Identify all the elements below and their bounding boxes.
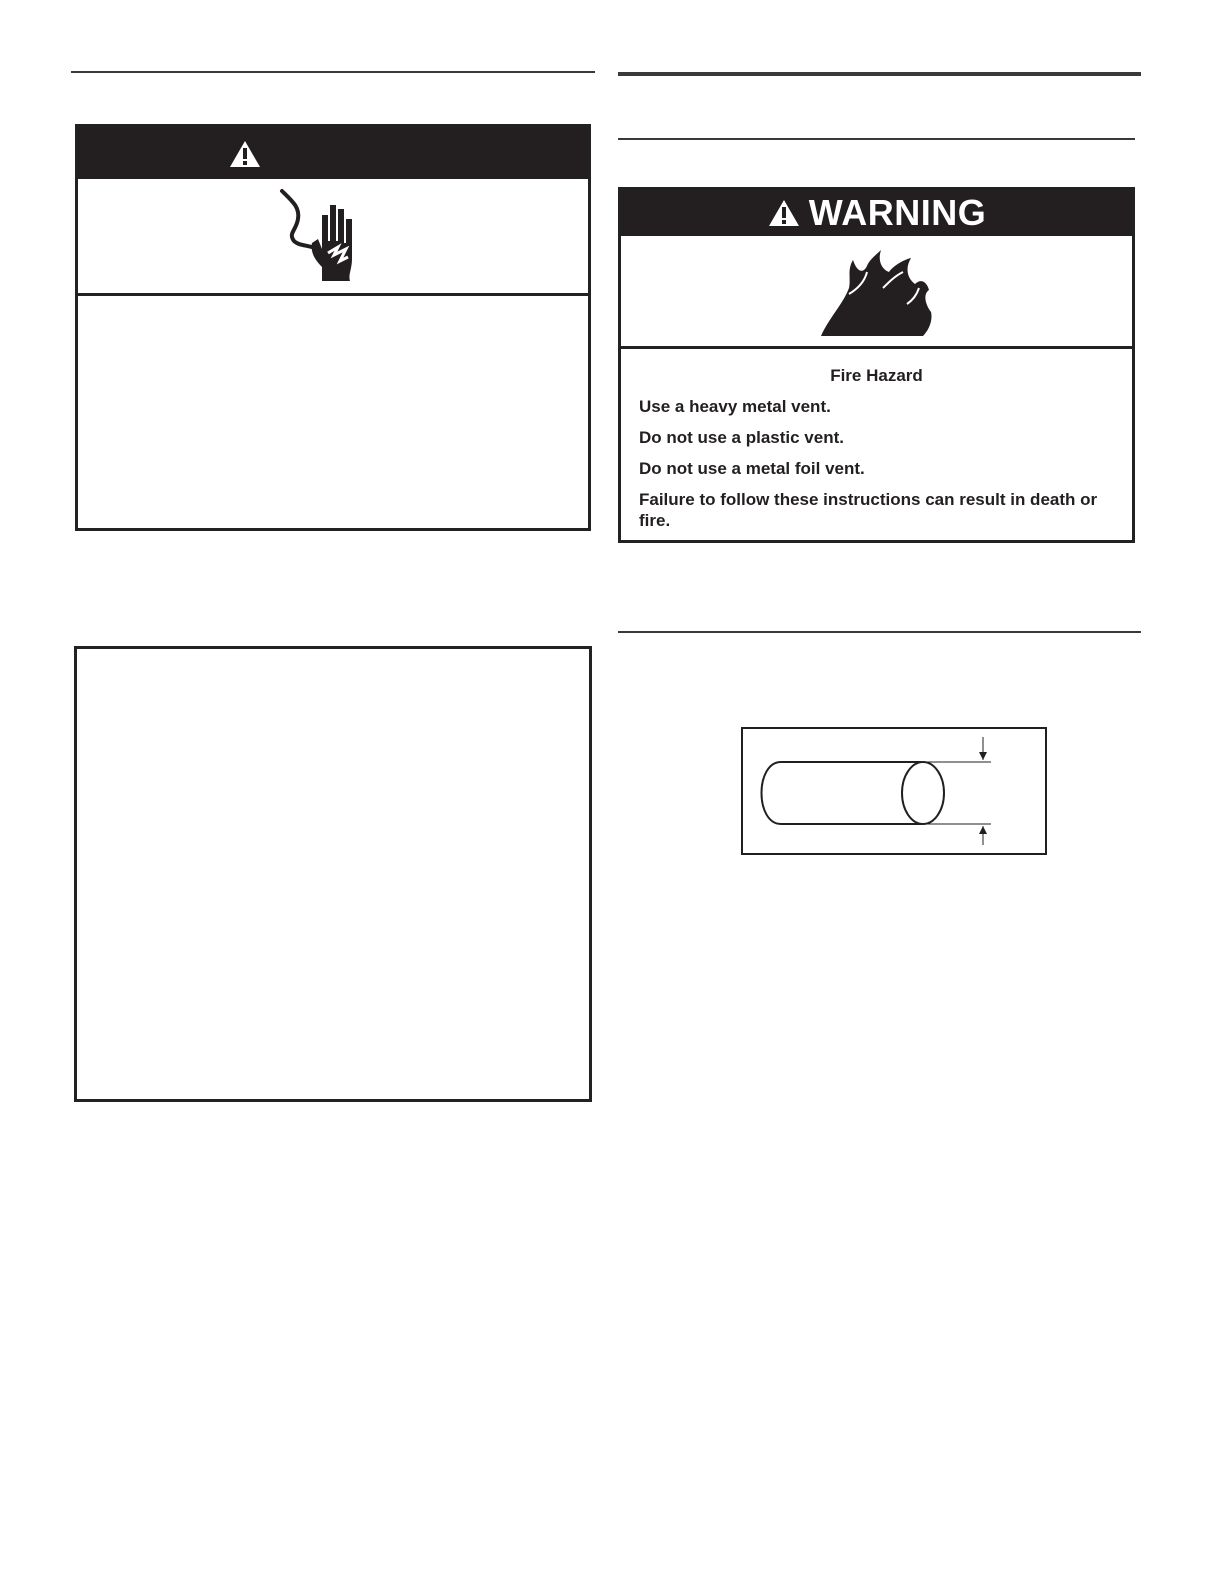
warning-header [621, 190, 1132, 236]
left-top-rule [71, 71, 595, 73]
fire-icon [819, 248, 937, 343]
electrical-shock-hand-icon [278, 187, 368, 288]
hazard-line-2: Do not use a plastic vent. [639, 428, 844, 447]
right-section-rule-1 [618, 138, 1135, 140]
vent-cylinder-diagram [741, 727, 1048, 862]
warning-label: WARNING [808, 192, 987, 233]
warning-triangle-icon [228, 139, 262, 174]
warning-header [78, 127, 588, 179]
right-top-rule [618, 72, 1141, 76]
content-box [74, 646, 592, 1102]
warning-triangle-icon [767, 198, 801, 228]
hazard-line-1: Use a heavy metal vent. [639, 397, 831, 416]
hazard-line-4: Failure to follow these instructions can result in death or fire. [639, 490, 1098, 530]
hazard-title: Fire Hazard [830, 366, 923, 385]
warning-divider [621, 346, 1132, 349]
fire-hazard-text [639, 365, 1114, 531]
electrical-warning-box [75, 124, 591, 531]
fire-warning-box [618, 187, 1135, 543]
hazard-line-3: Do not use a metal foil vent. [639, 459, 865, 478]
warning-divider [78, 293, 588, 296]
right-section-rule-2 [618, 631, 1141, 633]
